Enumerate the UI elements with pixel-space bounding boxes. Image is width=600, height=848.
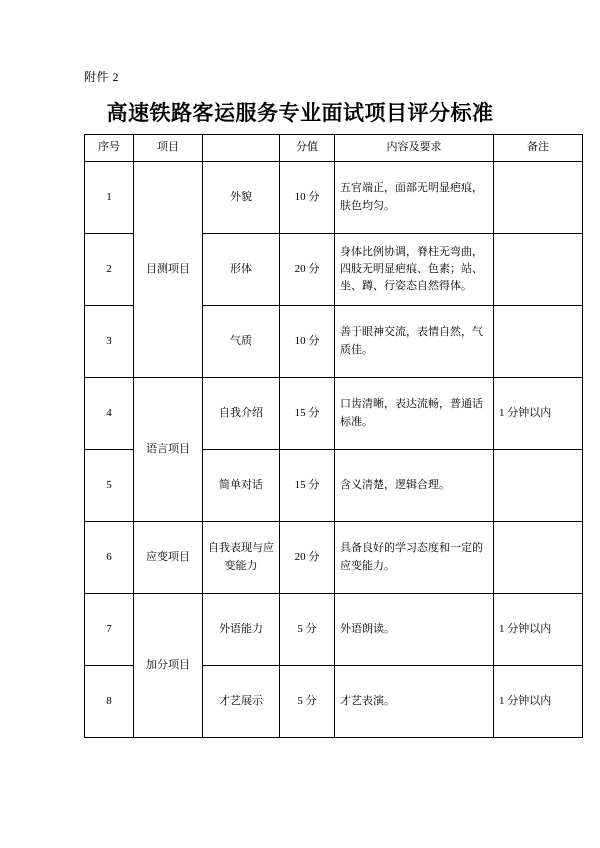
header-no: 序号 — [85, 135, 134, 162]
table-row — [85, 522, 583, 594]
attachment-label: 附件 2 — [84, 70, 120, 84]
row-remark — [494, 522, 583, 594]
row-content: 善于眼神交流，表情自然，气质佳。 — [335, 306, 494, 378]
header-project: 项目 — [134, 135, 203, 162]
row-content: 外语朗读。 — [335, 594, 494, 666]
table-header-row — [85, 135, 583, 162]
row-score: 10 分 — [280, 162, 335, 234]
table-row — [85, 162, 583, 234]
row-no: 7 — [85, 594, 134, 666]
row-item: 自我表现与应变能力 — [203, 522, 280, 594]
row-content: 五官端正，面部无明显疤痕，肤色均匀。 — [335, 162, 494, 234]
row-item: 外貌 — [203, 162, 280, 234]
row-item: 形体 — [203, 234, 280, 306]
row-no: 5 — [85, 450, 134, 522]
row-content: 具备良好的学习态度和一定的应变能力。 — [335, 522, 494, 594]
table-body — [85, 162, 583, 738]
row-score: 5 分 — [280, 594, 335, 666]
row-score: 15 分 — [280, 450, 335, 522]
row-content: 才艺表演。 — [335, 666, 494, 738]
row-remark — [494, 450, 583, 522]
header-remark: 备注 — [494, 135, 583, 162]
row-score: 20 分 — [280, 234, 335, 306]
page-title: 高速铁路客运服务专业面试项目评分标准 — [106, 101, 494, 125]
row-group: 应变项目 — [134, 522, 203, 594]
row-score: 15 分 — [280, 378, 335, 450]
row-no: 6 — [85, 522, 134, 594]
row-item: 外语能力 — [203, 594, 280, 666]
row-remark — [494, 234, 583, 306]
row-content: 身体比例协调，脊柱无弯曲，四肢无明显疤痕、色素；站、坐、蹲、行姿态自然得体。 — [335, 234, 494, 306]
row-remark — [494, 306, 583, 378]
row-group: 语言项目 — [134, 378, 203, 522]
row-remark: 1 分钟以内 — [494, 666, 583, 738]
row-no: 2 — [85, 234, 134, 306]
row-item: 自我介绍 — [203, 378, 280, 450]
row-item: 简单对话 — [203, 450, 280, 522]
row-remark: 1 分钟以内 — [494, 594, 583, 666]
row-score: 20 分 — [280, 522, 335, 594]
row-content: 口齿清晰，表达流畅，普通话标准。 — [335, 378, 494, 450]
row-score: 10 分 — [280, 306, 335, 378]
row-group: 加分项目 — [134, 594, 203, 738]
row-no: 1 — [85, 162, 134, 234]
table-header — [85, 135, 583, 162]
header-content: 内容及要求 — [335, 135, 494, 162]
header-score: 分值 — [280, 135, 335, 162]
row-content: 含义清楚，逻辑合理。 — [335, 450, 494, 522]
row-score: 5 分 — [280, 666, 335, 738]
row-no: 4 — [85, 378, 134, 450]
row-item: 才艺展示 — [203, 666, 280, 738]
header-item — [203, 135, 280, 162]
row-group: 目测项目 — [134, 162, 203, 378]
row-no: 8 — [85, 666, 134, 738]
score-criteria-table — [84, 134, 583, 738]
table-row — [85, 378, 583, 450]
row-remark: 1 分钟以内 — [494, 378, 583, 450]
row-item: 气质 — [203, 306, 280, 378]
row-no: 3 — [85, 306, 134, 378]
table-row — [85, 594, 583, 666]
row-remark — [494, 162, 583, 234]
